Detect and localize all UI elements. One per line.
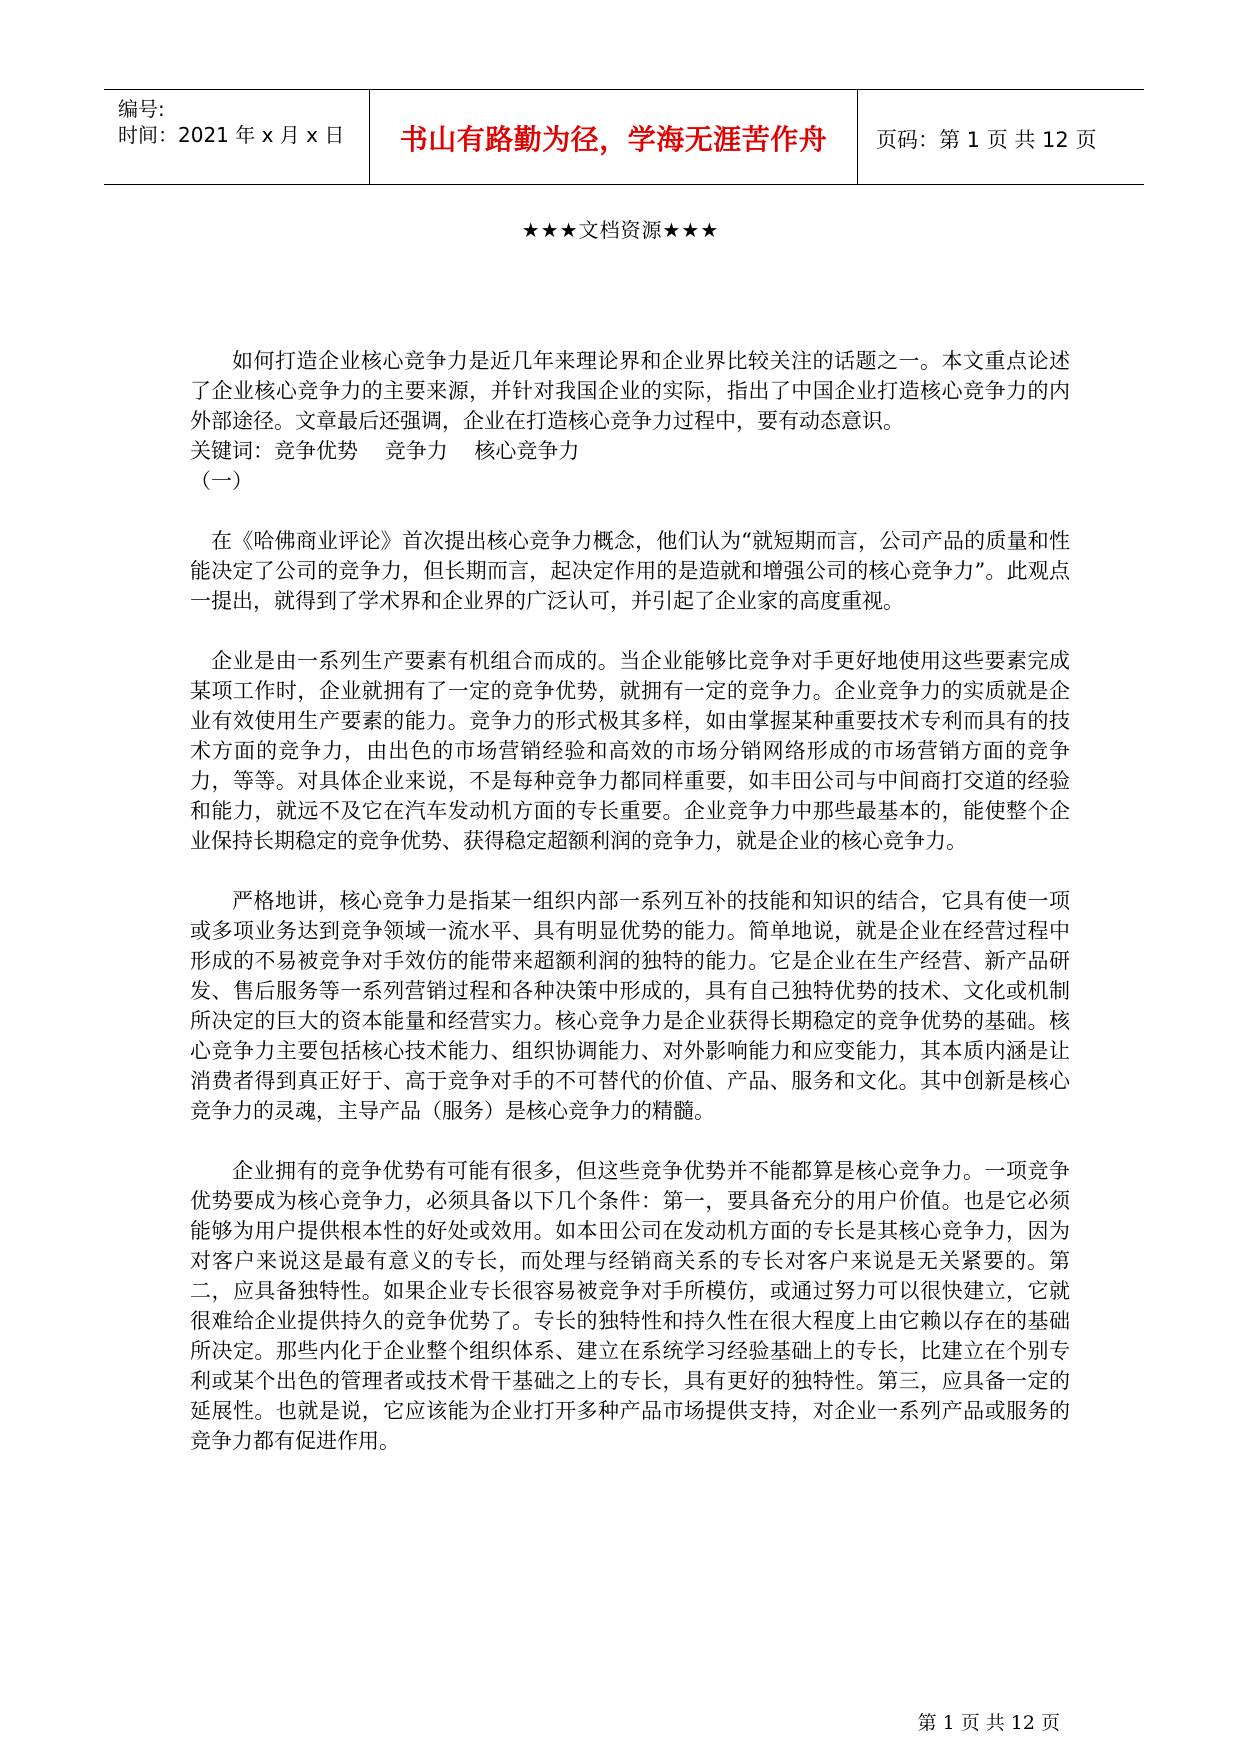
resource-banner: ★★★文档资源★★★ bbox=[521, 218, 720, 242]
body-paragraph-3: 严格地讲，核心竞争力是指某一组织内部一系列互补的技能和知识的结合，它具有使一项或多项业务达到竞争领域一流水平、具有明显优势的能力。简单地说，就是企业在经营过程中形成的不易被竞争对手效仿的能带来超额利润的独特的能力。它是企业在生产经营、新产品研发、售后服务等一系列营销过程和各种决策中形成的，具有自己独特优势的技术、文化或机制所决定的巨大的资本能量和经营实力。核心竞争力是企业获得长期稳定的竞争优势的基础。核心竞争力主要包括核心技术能力、组织协调能力、对外影响能力和应变能力，其本质内涵是让消费者得到真正好于、高于竞争对手的不可替代的价值、产品、服务和文化。其中创新是核心竞争力的灵魂，主导产品（服务）是核心竞争力的精髓。 bbox=[190, 889, 1070, 1123]
document-body bbox=[190, 346, 1070, 1456]
header-page-label: 页码：第 1 页 共 12 页 bbox=[876, 128, 1097, 152]
header-motto-cell bbox=[369, 90, 858, 184]
body-paragraph-4: 企业拥有的竞争优势有可能有很多，但这些竞争优势并不能都算是核心竞争力。一项竞争优势要成为核心竞争力，必须具备以下几个条件：第一，要具备充分的用户价值。也是它必须能够为用户提供根本性的好处或效用。如本田公司在发动机方面的专长是其核心竞争力，因为对客户来说这是最有意义的专长，而处理与经销商关系的专长对客户来说是无关紧要的。第二，应具备独特性。如果企业专长很容易被竞争对手所模仿，或通过努力可以很快建立，它就很难给企业提供持久的竞争优势了。专长的独特性和持久性在很大程度上由它赖以存在的基础所决定。那些内化于企业整个组织体系、建立在系统学习经验基础上的专长，比建立在个别专利或某个出色的管理者或技术骨干基础之上的专长，具有更好的独特性。第三，应具备一定的延展性。也就是说，它应该能为企业打开多种产品市场提供支持，对企业一系列产品或服务的竞争力都有促进作用。 bbox=[190, 1159, 1070, 1453]
document-number-label: 编号: bbox=[118, 97, 165, 121]
document-header bbox=[104, 89, 1144, 185]
body-paragraph-2: 企业是由一系列生产要素有机组合而成的。当企业能够比竞争对手更好地使用这些要素完成某项工作时，企业就拥有了一定的竞争优势，就拥有一定的竞争力。企业竞争力的实质就是企业有效使用生产要素的能力。竞争力的形式极其多样，如由掌握某种重要技术专利而具有的技术方面的竞争力，由出色的市场营销经验和高效的市场分销网络形成的市场营销方面的竞争力，等等。对具体企业来说，不是每种竞争力都同样重要，如丰田公司与中间商打交道的经验和能力，就远不及它在汽车发动机方面的专长重要。企业竞争力中那些最基本的，能使整个企业保持长期稳定的竞争优势、获得稳定超额利润的竞争力，就是企业的核心竞争力。 bbox=[190, 649, 1070, 853]
abstract-paragraph: 如何打造企业核心竞争力是近几年来理论界和企业界比较关注的话题之一。本文重点论述了企业核心竞争力的主要来源，并针对我国企业的实际，指出了中国企业打造核心竞争力的内外部途径。文章最后还强调，企业在打造核心竞争力过程中，要有动态意识。 bbox=[190, 349, 1070, 433]
header-motto: 书山有路勤为径，学海无涯苦作舟 bbox=[399, 123, 828, 156]
section-marker: （一） bbox=[190, 469, 253, 493]
body-paragraph-1: 在《哈佛商业评论》首次提出核心竞争力概念，他们认为“就短期而言，公司产品的质量和性能决定了公司的竞争力，但长期而言，起决定作用的是造就和增强公司的核心竞争力”。此观点一提出，就得到了学术界和企业界的广泛认可，并引起了企业家的高度重视。 bbox=[190, 529, 1070, 613]
header-page-cell bbox=[858, 90, 1144, 184]
document-time-label: 时间：2021 年 x 月 x 日 bbox=[118, 123, 345, 147]
keywords-line: 关键词：竞争优势 竞争力 核心竞争力 bbox=[190, 439, 580, 463]
page-footer: 第 1 页 共 12 页 bbox=[917, 1712, 1060, 1734]
header-info-cell bbox=[104, 90, 369, 184]
